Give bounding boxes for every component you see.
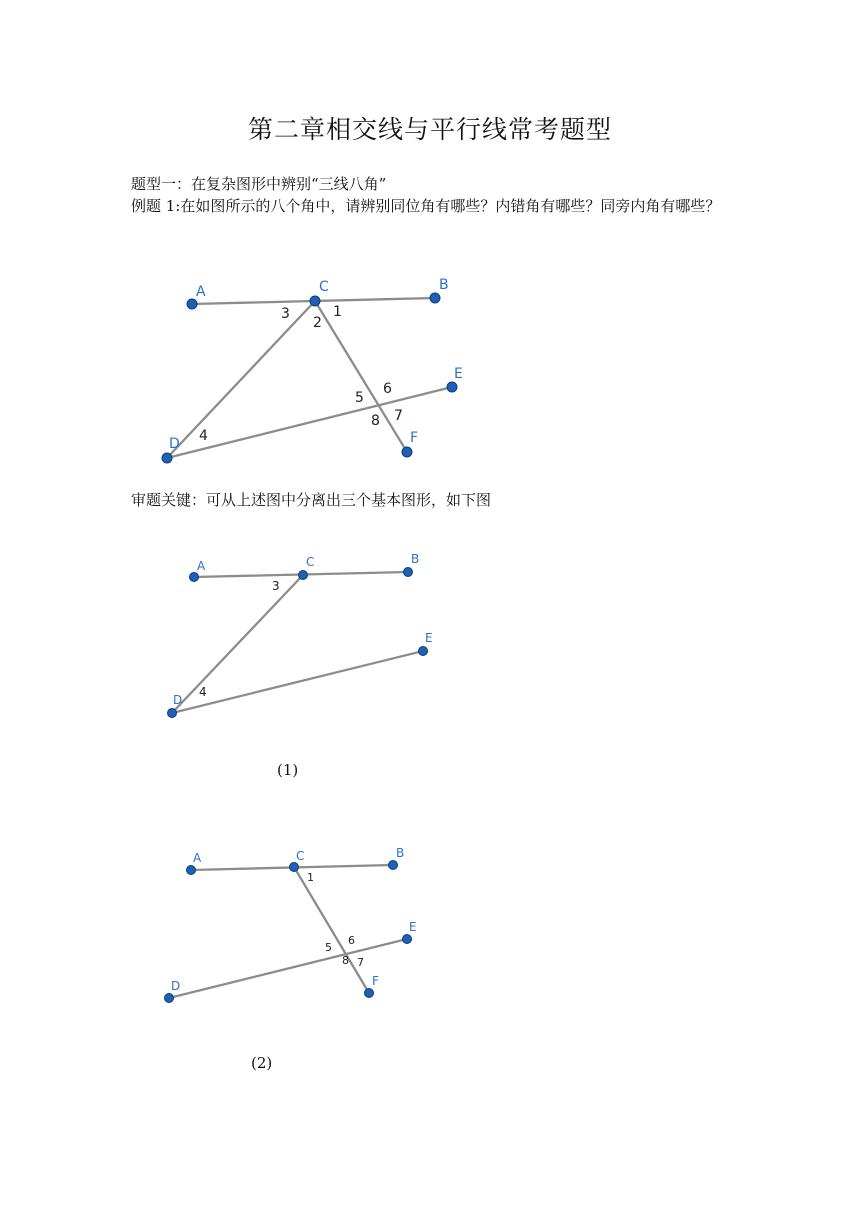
angle-label-5: 5 bbox=[325, 941, 332, 954]
angle-label-7: 7 bbox=[357, 956, 364, 969]
point-label-b: B bbox=[396, 846, 405, 860]
point-label-c: C bbox=[296, 849, 305, 863]
figure-1-caption: (1) bbox=[277, 761, 299, 779]
angle-label-1: 1 bbox=[307, 871, 314, 884]
point-label-d: D bbox=[169, 436, 180, 452]
point-a bbox=[187, 866, 196, 875]
angle-label-4: 4 bbox=[199, 428, 208, 444]
point-label-e: E bbox=[409, 920, 417, 934]
angle-label-8: 8 bbox=[371, 413, 380, 429]
point-f bbox=[365, 989, 374, 998]
angle-label-3: 3 bbox=[281, 306, 290, 322]
example-question: 例题 1:在如图所示的八个角中，请辨别同位角有哪些？内错角有哪些？同旁内角有哪些？ bbox=[131, 197, 721, 215]
point-label-f: F bbox=[372, 974, 379, 988]
point-label-a: A bbox=[193, 851, 202, 865]
point-label-b: B bbox=[439, 277, 449, 293]
point-label-e: E bbox=[425, 631, 433, 645]
point-label-d: D bbox=[171, 979, 181, 993]
angle-label-8: 8 bbox=[342, 954, 349, 967]
angle-label-5: 5 bbox=[355, 390, 364, 406]
section-heading: 题型一：在复杂图形中辨别“三线八角” bbox=[131, 175, 387, 193]
angle-label-7: 7 bbox=[394, 408, 403, 424]
point-label-c: C bbox=[306, 555, 315, 569]
point-label-b: B bbox=[411, 552, 420, 566]
point-label-c: C bbox=[319, 279, 329, 295]
point-label-a: A bbox=[196, 284, 206, 300]
point-label-a: A bbox=[197, 559, 206, 573]
page-title: 第二章相交线与平行线常考题型 bbox=[247, 115, 612, 144]
segment-cf bbox=[294, 867, 369, 993]
angle-label-6: 6 bbox=[383, 381, 392, 397]
angle-label-1: 1 bbox=[333, 304, 342, 320]
point-label-d: D bbox=[173, 693, 183, 707]
point-label-f: F bbox=[410, 430, 419, 446]
angle-label-3: 3 bbox=[272, 579, 280, 593]
angle-label-6: 6 bbox=[348, 934, 355, 947]
point-b bbox=[389, 861, 398, 870]
angle-label-2: 2 bbox=[313, 315, 322, 331]
point-e bbox=[403, 935, 412, 944]
point-label-e: E bbox=[454, 366, 463, 382]
point-c bbox=[290, 863, 299, 872]
figure-2-caption: (2) bbox=[251, 1054, 273, 1072]
point-d bbox=[165, 994, 174, 1003]
angle-label-4: 4 bbox=[199, 685, 207, 699]
analysis-text: 审题关键：可从上述图中分离出三个基本图形，如下图 bbox=[131, 491, 492, 509]
